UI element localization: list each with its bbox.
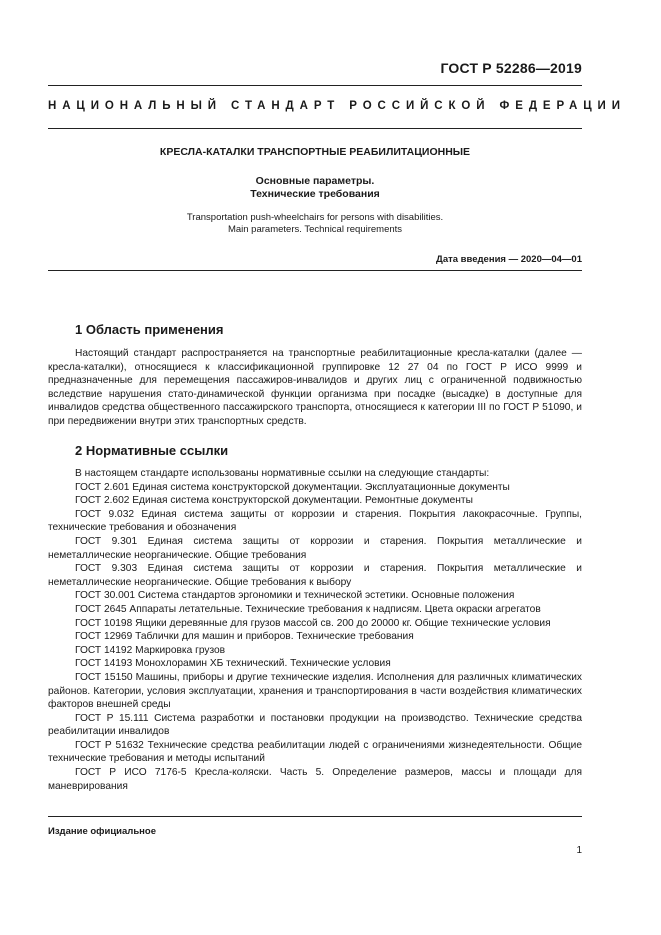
reference-item: ГОСТ 2.601 Единая система конструкторской документации. Эксплуатационные документы (75, 481, 510, 493)
national-standard-banner: НАЦИОНАЛЬНЫЙ СТАНДАРТ РОССИЙСКОЙ ФЕДЕРАЦИИ (48, 100, 626, 112)
section-1-body (48, 347, 582, 429)
page-number: 1 (576, 845, 582, 856)
document-title: КРЕСЛА-КАТАЛКИ ТРАНСПОРТНЫЕ РЕАБИЛИТАЦИОННЫЕ (159, 146, 471, 158)
section-2-heading: 2 Нормативные ссылки (75, 443, 229, 458)
reference-item: ГОСТ 15150 Машины, приборы и другие технические изделия. Исполнения для различных климатических районов. Категории, условия эксплуатации, хранения и транспортирования в части воздействия климатических факторов внешней среды (48, 671, 582, 711)
section-1-heading: 1 Область применения (75, 322, 224, 337)
english-title-line2: Main parameters. Technical requirements (227, 224, 403, 235)
reference-item: ГОСТ 30.001 Система стандартов эргономики и технической эстетики. Основные положения (75, 590, 515, 602)
reference-item: ГОСТ Р ИСО 7176-5 Кресла-коляски. Часть 5. Определение размеров, массы и площади для маневрирования (48, 767, 582, 792)
references-intro: В настоящем стандарте использованы нормативные ссылки на следующие стандарты: (75, 468, 490, 479)
reference-item: ГОСТ 9.032 Единая система защиты от коррозии и старения. Покрытия лакокрасочные. Группы, технические требования и обозначения (48, 508, 582, 534)
reference-item: ГОСТ 14192 Маркировка грузов (75, 644, 226, 656)
reference-item: ГОСТ 2645 Аппараты летательные. Технические требования к надписям. Цвета окраски агрегатов (75, 603, 541, 615)
date-rule (48, 270, 582, 271)
reference-item: ГОСТ 9.303 Единая система защиты от коррозии и старения. Покрытия металлические и неметаллические неорганические. Общие требования к выбору (48, 563, 582, 588)
reference-item: ГОСТ Р 15.111 Система разработки и постановки продукции на производство. Технические средства реабилитации инвалидов (48, 712, 582, 738)
official-edition-label: Издание официальное (48, 826, 156, 837)
scope-paragraph: Настоящий стандарт распространяется на транспортные реабилитационные кресла-каталки (далее — кресла-каталки), относящиеся к классификационной группировке 12 27 04 по ГОСТ Р ИСО 9999 и предназначенные для перемещения пассажиров-инвалидов и других лиц с ограниченной подвижностью вследствие нарушения стато-динамической функции организма при посадке (высадке) в доступные для инвалидов средства общественного пассажирского транспорта, относящиеся к категории III по ГОСТ Р 51090, и при передвижении внутри этих транспортных средств. (48, 348, 582, 427)
english-title-line1: Transportation push-wheelchairs for persons with disabilities. (186, 212, 444, 223)
introduction-date: Дата введения — 2020—04—01 (436, 254, 582, 265)
standard-number: ГОСТ Р 52286—2019 (440, 60, 582, 76)
reference-item: ГОСТ 14193 Монохлорамин ХБ технический. Технические условия (75, 658, 391, 670)
header-rule (48, 85, 582, 86)
reference-item: ГОСТ 10198 Ящики деревянные для грузов массой св. 200 до 20000 кг. Общие технические условия (75, 617, 551, 629)
reference-item: ГОСТ 2.602 Единая система конструкторской документации. Ремонтные документы (75, 495, 473, 507)
reference-item: ГОСТ Р 51632 Технические средства реабилитации людей с ограничениями жизнедеятельности. Общие технические требования и методы испытаний (48, 739, 582, 765)
footer-rule (48, 816, 582, 817)
document-subtitle-line2: Технические требования (250, 188, 380, 200)
document-subtitle-line1: Основные параметры. (255, 175, 375, 187)
section-2-body (48, 467, 582, 793)
reference-item: ГОСТ 12969 Таблички для машин и приборов. Технические требования (75, 631, 414, 643)
reference-item: ГОСТ 9.301 Единая система защиты от коррозии и старения. Покрытия металлические и неметаллические неорганические. Общие требования (48, 535, 582, 561)
banner-rule (48, 128, 582, 129)
